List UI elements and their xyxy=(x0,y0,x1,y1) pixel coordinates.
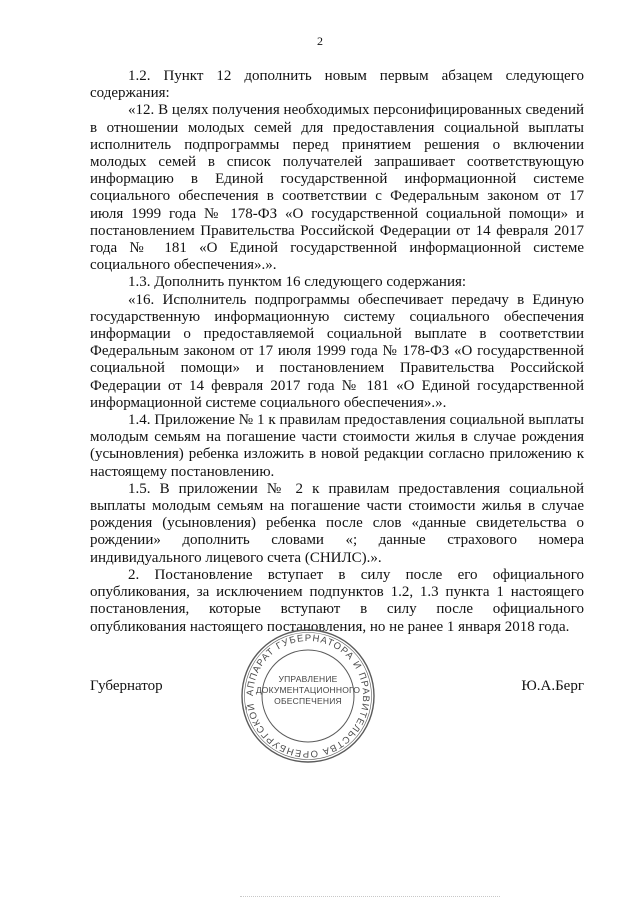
stamp-ring-text: АППАРАТ ГУБЕРНАТОРА И ПРАВИТЕЛЬСТВА ОРЕНБУРГСКОЙ xyxy=(244,632,372,760)
paragraph-1-3: 1.3. Дополнить пунктом 16 следующего содержания: xyxy=(128,274,467,291)
paragraph-1-5: 1.5. В приложении № 2 к правилам предоставления социальной выплаты молодым семьям на погашение части стоимости жилья в случае рождения (усыновления) ребенка после слов «данные свидетельства о рождении» дополнить словами «; данные страхового номера индивидуального лицевого счета (СНИЛС).». xyxy=(90,480,584,566)
stamp-line-2: ДОКУМЕНТАЦИОННОГО xyxy=(255,685,361,695)
paragraph-item-16: «16. Исполнитель подпрограммы обеспечивает передачу в Единую государственную информационную систему социального обеспечения информации о предоставляемой социальной выплате в соответствии Федеральным законом от 17 июля 1999 года № 178-ФЗ «О государственной социальной помощи» и постановлением Правительства Российской Федерации от 14 февраля 2017 года № 181 «О Единой государственной информационной системе социального обеспечения».». xyxy=(90,291,584,411)
scan-edge-marks xyxy=(240,896,500,901)
page-number: 2 xyxy=(317,34,323,48)
paragraph-item-12: «12. В целях получения необходимых персонифицированных сведений в отношении молодых семей для предоставления социальной выплаты исполнитель подпрограммы перед принятием решения о включении молодых семей в список получателей запрашивает соответствующую информацию в Единой государственной информационной системе социального обеспечения в соответствии с Федеральным законом от 17 июля 1999 года № 178-ФЗ «О государственной социальной помощи» и постановлением Правительства Российской Федерации от 14 февраля 2017 года № 181 «О Единой государственной информационной системе социального обеспечения».». xyxy=(90,102,584,274)
official-stamp xyxy=(238,626,378,766)
paragraph-1-4: 1.4. Приложение № 1 к правилам предоставления социальной выплаты молодым семьям на погашение части стоимости жилья в случае рождения (усыновления) ребенка изложить в новой редакции согласно приложению к настоящему постановлению. xyxy=(90,412,584,480)
paragraph-2: 2. Постановление вступает в силу после его официального опубликования, за исключением подпунктов 1.2, 1.3 пункта 1 настоящего постановления, которые вступают в силу после официального опубликования настоящего постановления, но не ранее 1 января 2018 года. xyxy=(90,566,584,635)
signatory-name: Ю.А.Берг xyxy=(521,678,584,694)
document-body xyxy=(90,68,584,636)
signatory-title: Губернатор xyxy=(90,678,163,694)
stamp-line-3: ОБЕСПЕЧЕНИЯ xyxy=(274,696,342,706)
stamp-line-1: УПРАВЛЕНИЕ xyxy=(278,674,338,684)
paragraph-1-2: 1.2. Пункт 12 дополнить новым первым абзацем следующего содержания: xyxy=(90,68,584,102)
stamp-center-text xyxy=(238,674,378,707)
